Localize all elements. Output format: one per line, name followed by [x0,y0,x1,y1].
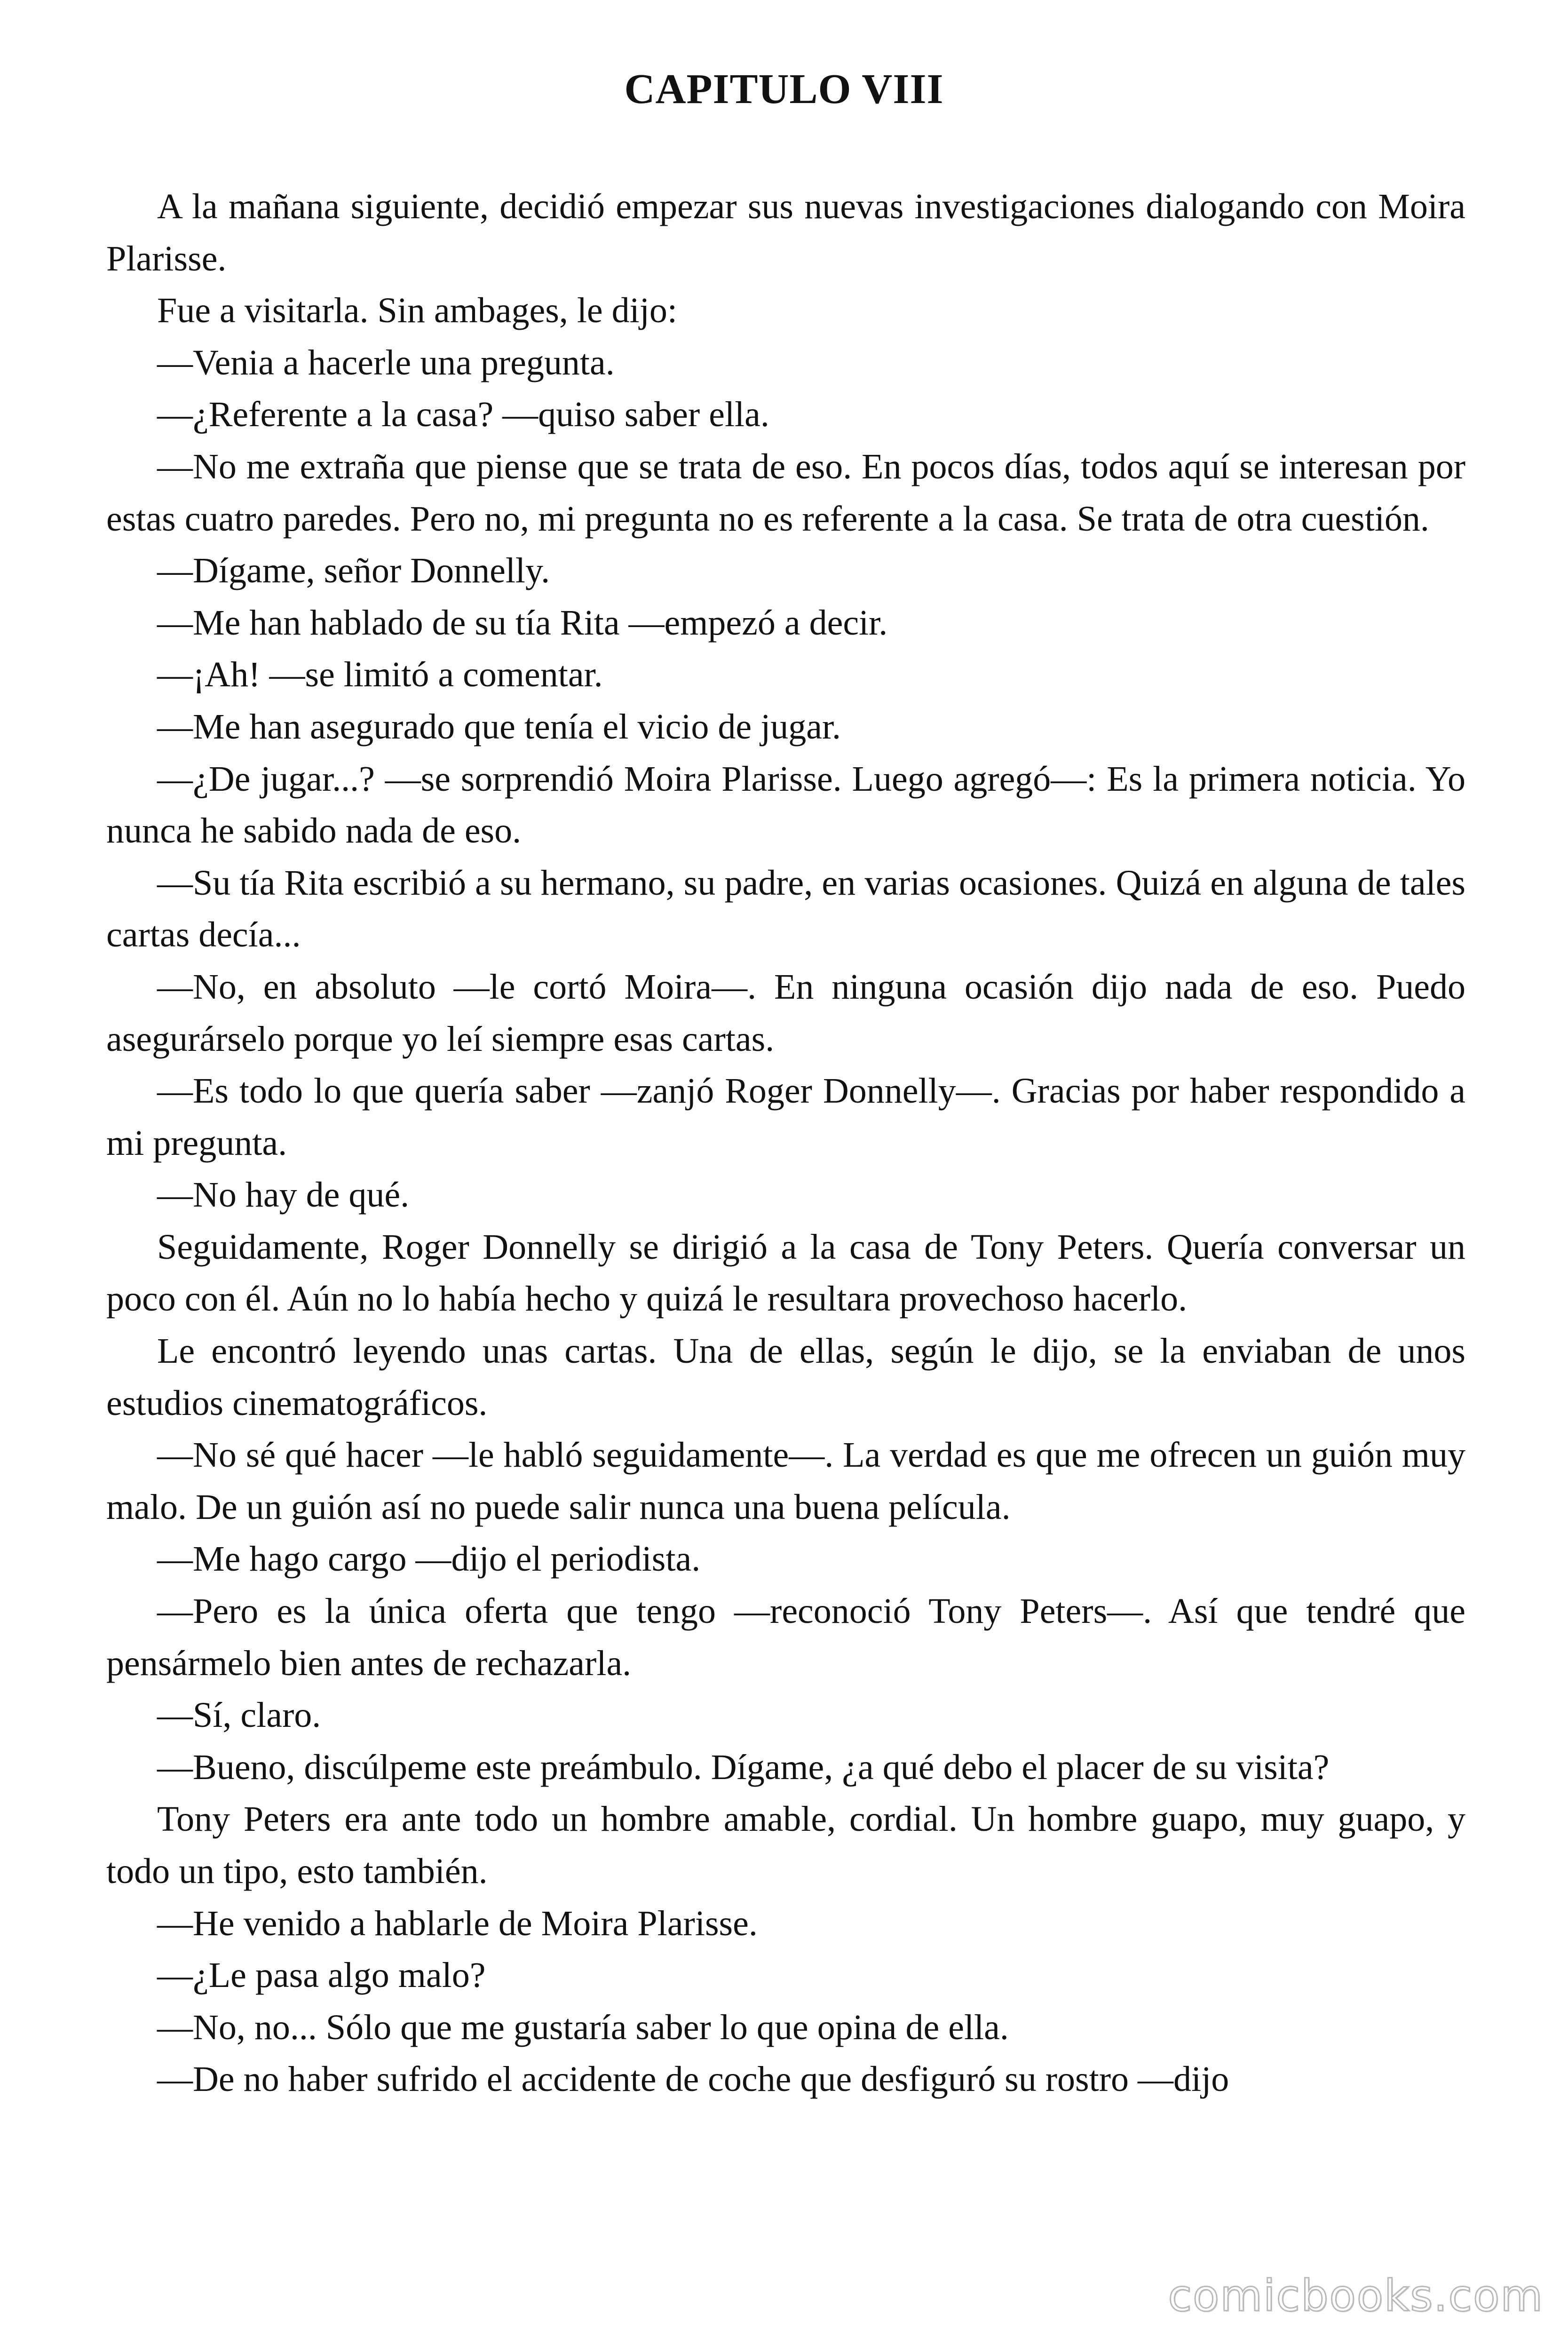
paragraph: —No, no... Sólo que me gustaría saber lo que opina de ella. [157,2007,1009,2047]
paragraph: —De no haber sufrido el accidente de coche que desfiguró su rostro —dijo [157,2059,1229,2099]
paragraph: —Es todo lo que quería saber —zanjó Roger Donnelly—. Gracias por haber respondido a mi pregunta. [106,1071,1465,1163]
chapter-title: CAPITULO VIII [624,66,944,112]
paragraph: Fue a visitarla. Sin ambages, le dijo: [157,291,678,331]
paragraph: —¿Referente a la casa? —quiso saber ella. [157,395,769,435]
paragraph: —Me han asegurado que tenía el vicio de jugar. [157,707,841,747]
paragraph: —No hay de qué. [157,1175,410,1215]
chapter-body [106,181,1465,2106]
paragraph: Seguidamente, Roger Donnelly se dirigió a la casa de Tony Peters. Quería conversar un poco con él. Aún no lo había hecho y quizá le resultara provechoso hacerlo. [106,1227,1465,1319]
paragraph: Tony Peters era ante todo un hombre amable, cordial. Un hombre guapo, muy guapo, y todo un tipo, esto también. [106,1799,1465,1891]
paragraph: —¡Ah! —se limitó a comentar. [157,655,603,695]
paragraph: —No, en absoluto —le cortó Moira—. En ninguna ocasión dijo nada de eso. Puedo asegurárselo porque yo leí siempre esas cartas. [106,967,1465,1059]
paragraph: —Sí, claro. [157,1695,321,1735]
watermark: comicbooks.com [1168,2271,1544,2321]
paragraph: —No me extraña que piense que se trata de eso. En pocos días, todos aquí se interesan por estas cuatro paredes. Pero no, mi pregunta no es referente a la casa. Se trata de otra cuestión. [106,446,1465,539]
paragraph: —No sé qué hacer —le habló seguidamente—. La verdad es que me ofrecen un guión muy malo. De un guión así no puede salir nunca una buena película. [106,1435,1465,1527]
paragraph: —Dígame, señor Donnelly. [157,551,550,591]
paragraph: —Su tía Rita escribió a su hermano, su padre, en varias ocasiones. Quizá en alguna de tales cartas decía... [106,863,1465,955]
paragraph: —¿De jugar...? —se sorprendió Moira Plarisse. Luego agregó—: Es la primera noticia. Yo nunca he sabido nada de eso. [106,759,1465,851]
paragraph: —Venia a hacerle una pregunta. [157,342,615,382]
paragraph: —He venido a hablarle de Moira Plarisse. [157,1903,758,1943]
paragraph: A la mañana siguiente, decidió empezar sus nuevas investigaciones dialogando con Moira Plarisse. [106,187,1465,278]
paragraph: —Bueno, discúlpeme este preámbulo. Dígame, ¿a qué debo el placer de su visita? [157,1747,1330,1787]
paragraph: —Me han hablado de su tía Rita —empezó a decir. [157,603,888,643]
paragraph: —Me hago cargo —dijo el periodista. [157,1539,701,1579]
paragraph: —¿Le pasa algo malo? [157,1955,486,1995]
paragraph: —Pero es la única oferta que tengo —reconoció Tony Peters—. Así que tendré que pensármelo bien antes de rechazarla. [106,1591,1465,1683]
paragraph: Le encontró leyendo unas cartas. Una de ellas, según le dijo, se la enviaban de unos estudios cinematográficos. [106,1331,1465,1423]
